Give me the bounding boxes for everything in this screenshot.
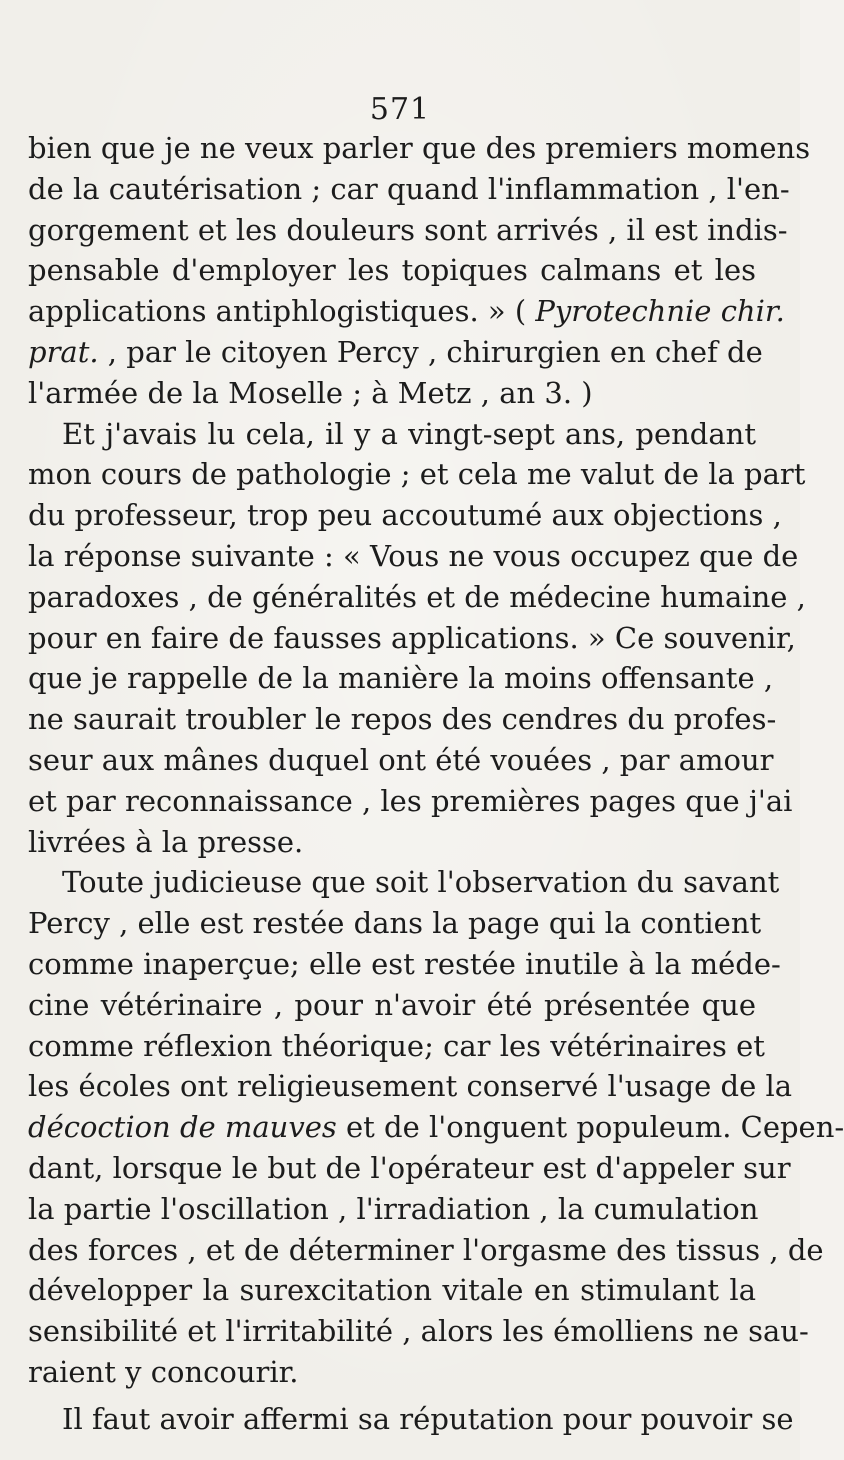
text-line: prat. , par le citoyen Percy , chirurgien en chef de [28, 334, 763, 369]
text-line: paradoxes , de généralités et de médecine humaine , [28, 579, 806, 614]
text-line: la réponse suivante : « Vous ne vous occupez que de [28, 538, 799, 573]
text-line: des forces , et de déterminer l'orgasme des tissus , de [28, 1232, 824, 1267]
page-number: 571 [369, 92, 431, 127]
text-line: livrées à la presse. [28, 824, 304, 859]
text-line: bien que je ne veux parler que des premiers momens [28, 131, 811, 165]
text-line: et par reconnaissance , les premières pages que j'ai [28, 783, 793, 818]
text-line: comme réflexion théorique; car les vétérinaires et [28, 1028, 765, 1063]
text-line: pensable d'employer les topiques calmans et les [28, 253, 756, 288]
text-line: Et j'avais lu cela, il y a vingt-sept ans, pendant [62, 416, 756, 451]
paragraph [28, 128, 811, 414]
text-line: sensibilité et l'irritabilité , alors les émolliens ne sau- [28, 1314, 809, 1349]
text-line: mon cours de pathologie ; et cela me valut de la part [28, 457, 806, 492]
body-text [28, 128, 844, 1440]
text-line: pour en faire de fausses applications. » Ce souvenir, [28, 620, 796, 655]
text-line: dant, lorsque le but de l'opérateur est d'appeler sur [28, 1150, 791, 1185]
text-line: l'armée de la Moselle ; à Metz , an 3. ) [28, 375, 593, 410]
text-line: que je rappelle de la manière la moins offensante , [28, 661, 774, 696]
text-line: la partie l'oscillation , l'irradiation , la cumulation [28, 1191, 759, 1226]
text-line: ne saurait troubler le repos des cendres du profes- [28, 702, 777, 737]
paragraph [28, 862, 844, 1392]
text-line: Il faut avoir affermi sa réputation pour pouvoir se [62, 1401, 794, 1436]
text-line: de la cautérisation ; car quand l'inflammation , l'en- [28, 171, 790, 206]
text-line: seur aux mânes duquel ont été vouées , par amour [28, 742, 774, 777]
text-line: applications antiphlogistiques. » ( Pyrotechnie chir. [28, 294, 785, 329]
paragraph [28, 1399, 794, 1440]
text-line: développer la surexcitation vitale en stimulant la [28, 1273, 756, 1308]
text-line: décoction de mauves et de l'onguent populeum. Cepen- [28, 1110, 844, 1145]
text-line: les écoles ont religieusement conservé l'usage de la [28, 1069, 793, 1104]
text-line: Percy , elle est restée dans la page qui la contient [28, 906, 762, 941]
paragraph [28, 414, 806, 863]
text-line: comme inaperçue; elle est restée inutile à la méde- [28, 946, 781, 981]
text-line: cine vétérinaire , pour n'avoir été présentée que [28, 987, 756, 1022]
text-line: raient y concourir. [28, 1354, 299, 1389]
text-line: gorgement et les douleurs sont arrivés , il est indis- [28, 212, 788, 247]
text-line: du professeur, trop peu accoutumé aux objections , [28, 498, 782, 533]
text-line: Toute judicieuse que soit l'observation du savant [62, 865, 780, 900]
